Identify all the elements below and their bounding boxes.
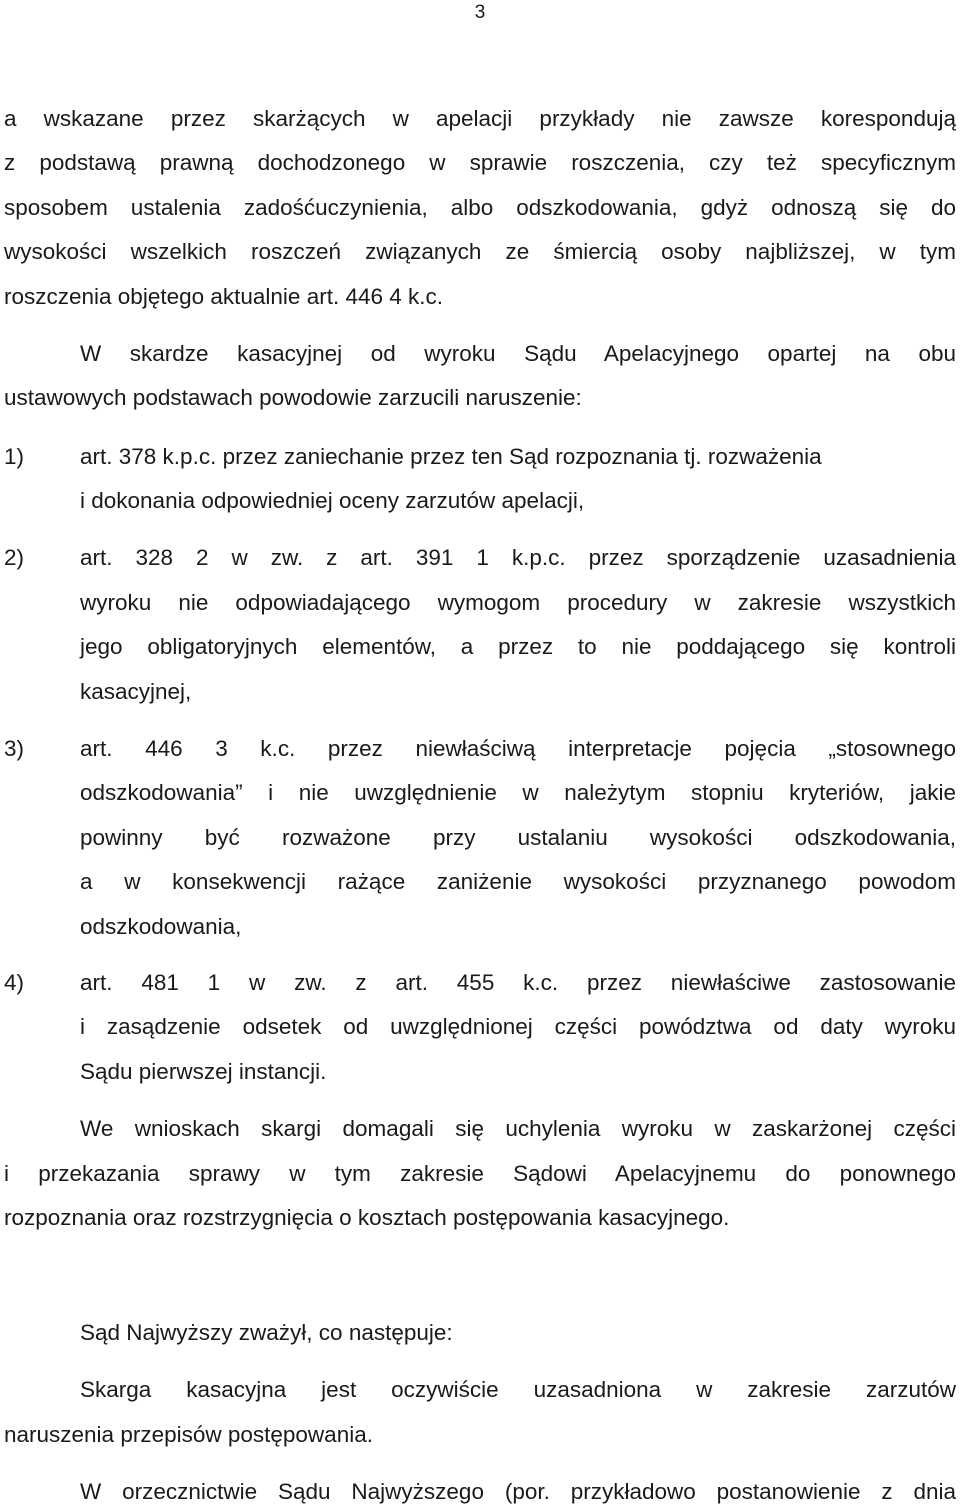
text-line: i zasądzenie odsetek od uwzględnionej części powództwa od daty wyroku: [80, 1014, 956, 1039]
text-line: rozpoznania oraz rozstrzygnięcia o kosztach postępowania kasacyjnego.: [4, 1205, 730, 1230]
text-line: i przekazania sprawy w tym zakresie Sądowi Apelacyjnemu do ponownego: [4, 1161, 956, 1186]
list-item-number: 1): [4, 444, 25, 469]
section-heading: Sąd Najwyższy zważył, co następuje:: [80, 1320, 453, 1345]
text-line: a wskazane przez skarżących w apelacji przykłady nie zawsze korespondują: [4, 106, 956, 131]
text-line: i dokonania odpowiedniej oceny zarzutów apelacji,: [80, 488, 585, 513]
text-line: a w konsekwencji rażące zaniżenie wysokości przyznanego powodom: [80, 869, 956, 894]
text-line: kasacyjnej,: [80, 679, 192, 704]
text-line: Skarga kasacyjna jest oczywiście uzasadniona w zakresie zarzutów: [80, 1377, 956, 1402]
text-line: ustawowych podstawach powodowie zarzucili naruszenie:: [4, 385, 582, 410]
text-line: powinny być rozważone przy ustalaniu wysokości odszkodowania,: [80, 825, 956, 850]
text-line: naruszenia przepisów postępowania.: [4, 1422, 373, 1447]
text-line: wyroku nie odpowiadającego wymogom procedury w zakresie wszystkich: [80, 590, 956, 615]
text-line: sposobem ustalenia zadośćuczynienia, albo odszkodowania, gdyż odnoszą się do: [4, 195, 956, 220]
text-line: W orzecznictwie Sądu Najwyższego (por. przykładowo postanowienie z dnia: [80, 1479, 956, 1504]
text-line: odszkodowania” i nie uwzględnienie w należytym stopniu kryteriów, jakie: [80, 780, 956, 805]
list-item-number: 4): [4, 970, 25, 995]
text-line: wysokości wszelkich roszczeń związanych ze śmiercią osoby najbliższej, w tym: [4, 239, 956, 264]
list-item-number: 3): [4, 736, 25, 761]
text-line: Sądu pierwszej instancji.: [80, 1059, 327, 1084]
text-line: W skardze kasacyjnej od wyroku Sądu Apelacyjnego opartej na obu: [80, 341, 956, 366]
text-line: art. 446 3 k.c. przez niewłaściwą interpretacje pojęcia „stosownego: [80, 736, 956, 761]
text-line: z podstawą prawną dochodzonego w sprawie roszczenia, czy też specyficznym: [4, 150, 956, 175]
text-line: odszkodowania,: [80, 914, 242, 939]
list-item-number: 2): [4, 545, 25, 570]
text-line: roszczenia objętego aktualnie art. 446 4 k.c.: [4, 284, 444, 309]
text-line: jego obligatoryjnych elementów, a przez to nie poddającego się kontroli: [80, 634, 956, 659]
text-line: We wnioskach skargi domagali się uchylenia wyroku w zaskarżonej części: [80, 1116, 956, 1141]
text-line: art. 378 k.p.c. przez zaniechanie przez ten Sąd rozpoznania tj. rozważenia: [80, 444, 822, 469]
page-number: 3: [474, 2, 486, 23]
text-line: art. 328 2 w zw. z art. 391 1 k.p.c. przez sporządzenie uzasadnienia: [80, 545, 956, 570]
text-line: art. 481 1 w zw. z art. 455 k.c. przez niewłaściwe zastosowanie: [80, 970, 956, 995]
